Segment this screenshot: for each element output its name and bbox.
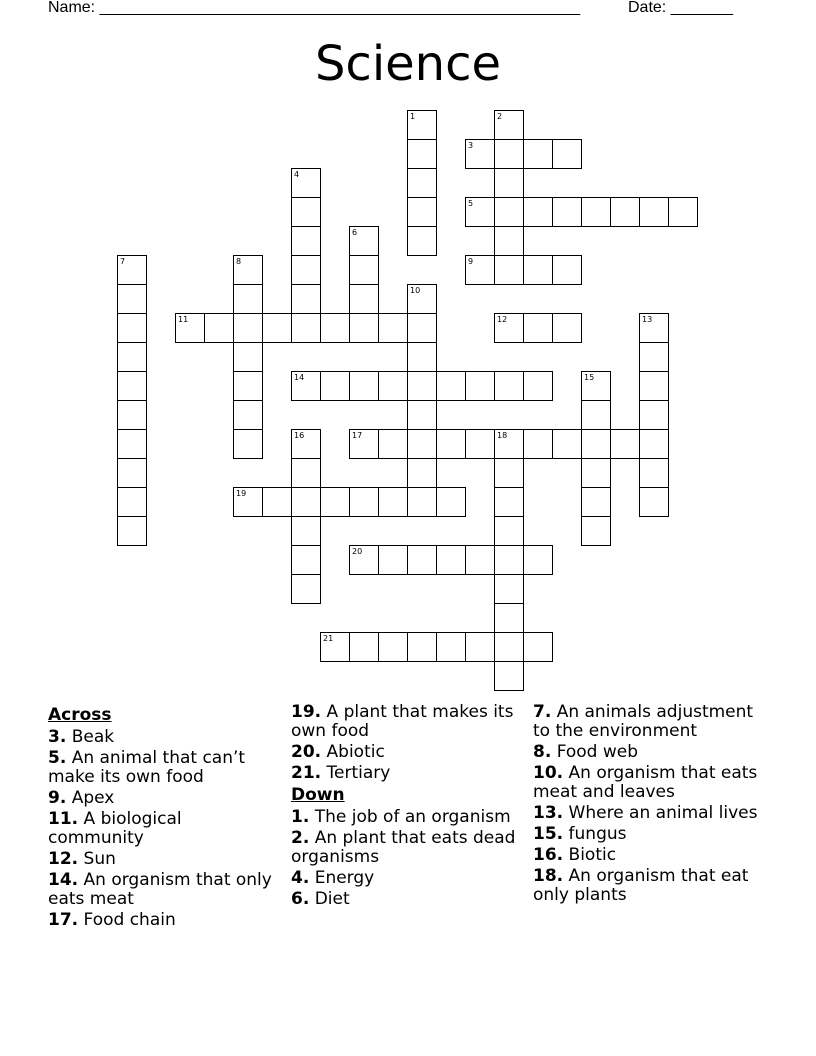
crossword-cell[interactable] xyxy=(523,255,553,285)
crossword-cell[interactable] xyxy=(465,371,495,401)
crossword-cell[interactable] xyxy=(494,574,524,604)
crossword-cell[interactable] xyxy=(407,545,437,575)
crossword-cell[interactable] xyxy=(349,313,379,343)
crossword-cell[interactable] xyxy=(610,197,640,227)
clue-number-label: 18 xyxy=(497,431,508,440)
crossword-cell[interactable] xyxy=(523,371,553,401)
crossword-cell[interactable] xyxy=(494,458,524,488)
clue-down-15: 15. fungus xyxy=(533,824,627,844)
clue-number-label: 8 xyxy=(236,257,242,266)
crossword-cell[interactable] xyxy=(349,371,379,401)
crossword-cell[interactable] xyxy=(639,342,669,372)
crossword-cell[interactable] xyxy=(117,400,147,430)
clue-number-label: 5 xyxy=(468,199,474,208)
crossword-cell[interactable] xyxy=(291,255,321,285)
crossword-cell[interactable] xyxy=(610,429,640,459)
crossword-cell[interactable] xyxy=(233,342,263,372)
crossword-cell[interactable] xyxy=(494,255,524,285)
crossword-cell[interactable] xyxy=(291,197,321,227)
clue-across-21: 21. Tertiary xyxy=(291,763,391,783)
crossword-cell[interactable] xyxy=(494,661,524,691)
crossword-cell[interactable] xyxy=(291,284,321,314)
clue-number-label: 11 xyxy=(178,315,189,324)
crossword-cell[interactable] xyxy=(291,429,321,459)
crossword-cell[interactable] xyxy=(291,545,321,575)
clue-across-19: 19. A plant that makes its own food xyxy=(291,702,514,741)
clue-number-label: 14 xyxy=(294,373,305,382)
name-field-label: Name: ______________________________________________________ xyxy=(48,0,581,16)
clue-across-3: 3. Beak xyxy=(48,727,115,747)
crossword-cell[interactable] xyxy=(639,429,669,459)
crossword-cell[interactable] xyxy=(349,545,379,575)
crossword-cell[interactable] xyxy=(349,429,379,459)
crossword-cell[interactable] xyxy=(639,371,669,401)
crossword-cell[interactable] xyxy=(668,197,698,227)
clue-down-8: 8. Food web xyxy=(533,742,639,762)
crossword-cell[interactable] xyxy=(117,313,147,343)
crossword-cell[interactable] xyxy=(117,371,147,401)
crossword-cell[interactable] xyxy=(494,632,524,662)
crossword-cell[interactable] xyxy=(523,632,553,662)
crossword-cell[interactable] xyxy=(117,516,147,546)
crossword-cell[interactable] xyxy=(523,197,553,227)
crossword-cell[interactable] xyxy=(465,429,495,459)
clue-number-label: 4 xyxy=(294,170,300,179)
clue-down-7: 7. An animals adjustment to the environment xyxy=(533,702,754,741)
crossword-cell[interactable] xyxy=(494,226,524,256)
crossword-cell[interactable] xyxy=(407,371,437,401)
crossword-cell[interactable] xyxy=(262,313,292,343)
crossword-cell[interactable] xyxy=(581,197,611,227)
clue-number-label: 9 xyxy=(468,257,474,266)
crossword-cell[interactable] xyxy=(378,487,408,517)
clue-across-17: 17. Food chain xyxy=(48,910,176,930)
crossword-cell[interactable] xyxy=(378,313,408,343)
crossword-cell[interactable] xyxy=(465,139,495,169)
crossword-cell[interactable] xyxy=(407,632,437,662)
crossword-cell[interactable] xyxy=(436,487,466,517)
crossword-cell[interactable] xyxy=(320,487,350,517)
crossword-cell[interactable] xyxy=(291,516,321,546)
crossword-cell[interactable] xyxy=(291,371,321,401)
crossword-cell[interactable] xyxy=(523,139,553,169)
crossword-cell[interactable] xyxy=(407,400,437,430)
crossword-cell[interactable] xyxy=(494,110,524,140)
crossword-cell[interactable] xyxy=(349,284,379,314)
clue-down-4: 4. Energy xyxy=(291,868,375,888)
clue-number-label: 10 xyxy=(410,286,421,295)
crossword-cell[interactable] xyxy=(349,632,379,662)
down-heading: Down xyxy=(291,785,345,805)
crossword-cell[interactable] xyxy=(407,226,437,256)
clue-number-label: 3 xyxy=(468,141,474,150)
clue-across-11: 11. A biological community xyxy=(48,809,182,848)
crossword-cell[interactable] xyxy=(407,487,437,517)
crossword-cell[interactable] xyxy=(233,255,263,285)
date-field-label: Date: _______ xyxy=(628,0,733,16)
crossword-cell[interactable] xyxy=(291,226,321,256)
crossword-cell[interactable] xyxy=(494,313,524,343)
crossword-cell[interactable] xyxy=(117,284,147,314)
across-heading: Across xyxy=(48,705,112,725)
crossword-cell[interactable] xyxy=(552,139,582,169)
crossword-cell[interactable] xyxy=(436,429,466,459)
crossword-cell[interactable] xyxy=(117,487,147,517)
clue-down-16: 16. Biotic xyxy=(533,845,617,865)
crossword-cell[interactable] xyxy=(407,110,437,140)
crossword-cell[interactable] xyxy=(117,429,147,459)
crossword-cell[interactable] xyxy=(291,458,321,488)
crossword-cell[interactable] xyxy=(523,313,553,343)
crossword-cell[interactable] xyxy=(407,139,437,169)
crossword-cell[interactable] xyxy=(407,342,437,372)
crossword-cell[interactable] xyxy=(494,516,524,546)
crossword-cell[interactable] xyxy=(581,400,611,430)
crossword-cell[interactable] xyxy=(117,342,147,372)
crossword-cell[interactable] xyxy=(291,168,321,198)
crossword-cell[interactable] xyxy=(407,168,437,198)
crossword-cell[interactable] xyxy=(639,197,669,227)
clue-across-14: 14. An organism that only eats meat xyxy=(48,870,272,909)
crossword-cell[interactable] xyxy=(291,313,321,343)
page-title: Science xyxy=(314,36,502,92)
crossword-cell[interactable] xyxy=(581,371,611,401)
clue-down-6: 6. Diet xyxy=(291,889,350,909)
crossword-cell[interactable] xyxy=(233,487,263,517)
clue-number-label: 19 xyxy=(236,489,247,498)
crossword-cell[interactable] xyxy=(581,429,611,459)
crossword-cell[interactable] xyxy=(436,545,466,575)
crossword-cell[interactable] xyxy=(465,255,495,285)
clue-number-label: 6 xyxy=(352,228,358,237)
clue-down-1: 1. The job of an organism xyxy=(291,807,511,827)
crossword-cell[interactable] xyxy=(552,197,582,227)
clue-number-label: 12 xyxy=(497,315,508,324)
crossword-cell[interactable] xyxy=(320,632,350,662)
crossword-cell[interactable] xyxy=(407,429,437,459)
crossword-cell[interactable] xyxy=(378,371,408,401)
clues-column-1 xyxy=(48,703,278,932)
clue-down-10: 10. An organism that eats meat and leaves xyxy=(533,763,758,802)
crossword-cell[interactable] xyxy=(233,371,263,401)
crossword-cell[interactable] xyxy=(407,313,437,343)
crossword-cell[interactable] xyxy=(349,487,379,517)
clue-number-label: 1 xyxy=(410,112,416,121)
crossword-cell[interactable] xyxy=(494,429,524,459)
crossword-cell[interactable] xyxy=(552,313,582,343)
crossword-cell[interactable] xyxy=(581,458,611,488)
crossword-cell[interactable] xyxy=(494,545,524,575)
crossword-cell[interactable] xyxy=(291,487,321,517)
clue-number-label: 20 xyxy=(352,547,363,556)
clue-number-label: 21 xyxy=(323,634,334,643)
crossword-cell[interactable] xyxy=(349,226,379,256)
crossword-cell[interactable] xyxy=(494,139,524,169)
clue-number-label: 7 xyxy=(120,257,126,266)
crossword-cell[interactable] xyxy=(639,313,669,343)
crossword-cell[interactable] xyxy=(117,458,147,488)
crossword-cell[interactable] xyxy=(378,429,408,459)
clue-number-label: 13 xyxy=(642,315,653,324)
clue-across-9: 9. Apex xyxy=(48,788,115,808)
clue-number-label: 16 xyxy=(294,431,305,440)
crossword-cell[interactable] xyxy=(233,429,263,459)
crossword-cell[interactable] xyxy=(407,197,437,227)
crossword-cell[interactable] xyxy=(465,197,495,227)
crossword-cell[interactable] xyxy=(494,603,524,633)
clue-across-20: 20. Abiotic xyxy=(291,742,385,762)
crossword-cell[interactable] xyxy=(465,632,495,662)
clues-column-3 xyxy=(533,703,773,907)
crossword-cell[interactable] xyxy=(378,545,408,575)
crossword-cell[interactable] xyxy=(233,400,263,430)
crossword-cell[interactable] xyxy=(291,574,321,604)
crossword-cell[interactable] xyxy=(494,371,524,401)
crossword-cell[interactable] xyxy=(494,168,524,198)
crossword-cell[interactable] xyxy=(436,371,466,401)
crossword-cell[interactable] xyxy=(639,487,669,517)
crossword-cell[interactable] xyxy=(523,429,553,459)
crossword-cell[interactable] xyxy=(639,458,669,488)
crossword-cell[interactable] xyxy=(494,487,524,517)
crossword-cell[interactable] xyxy=(233,313,263,343)
clues-column-2 xyxy=(291,703,521,911)
clue-number-label: 15 xyxy=(584,373,595,382)
clue-down-2: 2. An plant that eats dead organisms xyxy=(291,828,516,867)
crossword-cell[interactable] xyxy=(436,632,466,662)
crossword-cell[interactable] xyxy=(233,284,263,314)
crossword-cell[interactable] xyxy=(465,545,495,575)
crossword-cell[interactable] xyxy=(581,516,611,546)
crossword-cell[interactable] xyxy=(320,371,350,401)
crossword-cell[interactable] xyxy=(117,255,147,285)
crossword-cell[interactable] xyxy=(407,458,437,488)
crossword-cell[interactable] xyxy=(523,545,553,575)
crossword-cell[interactable] xyxy=(639,400,669,430)
crossword-cell[interactable] xyxy=(262,487,292,517)
crossword-cell[interactable] xyxy=(175,313,205,343)
crossword-cell[interactable] xyxy=(552,255,582,285)
crossword-cell[interactable] xyxy=(581,487,611,517)
crossword-cell[interactable] xyxy=(494,197,524,227)
clue-number-label: 2 xyxy=(497,112,503,121)
clue-number-label: 17 xyxy=(352,431,363,440)
crossword-cell[interactable] xyxy=(320,313,350,343)
crossword-cell[interactable] xyxy=(552,429,582,459)
crossword-cell[interactable] xyxy=(407,284,437,314)
clue-across-5: 5. An animal that can’t make its own food xyxy=(48,748,246,787)
crossword-cell[interactable] xyxy=(349,255,379,285)
crossword-cell[interactable] xyxy=(378,632,408,662)
crossword-cell[interactable] xyxy=(204,313,234,343)
clue-across-12: 12. Sun xyxy=(48,849,116,869)
clue-down-18: 18. An organism that eat only plants xyxy=(533,866,749,905)
clue-down-13: 13. Where an animal lives xyxy=(533,803,758,823)
